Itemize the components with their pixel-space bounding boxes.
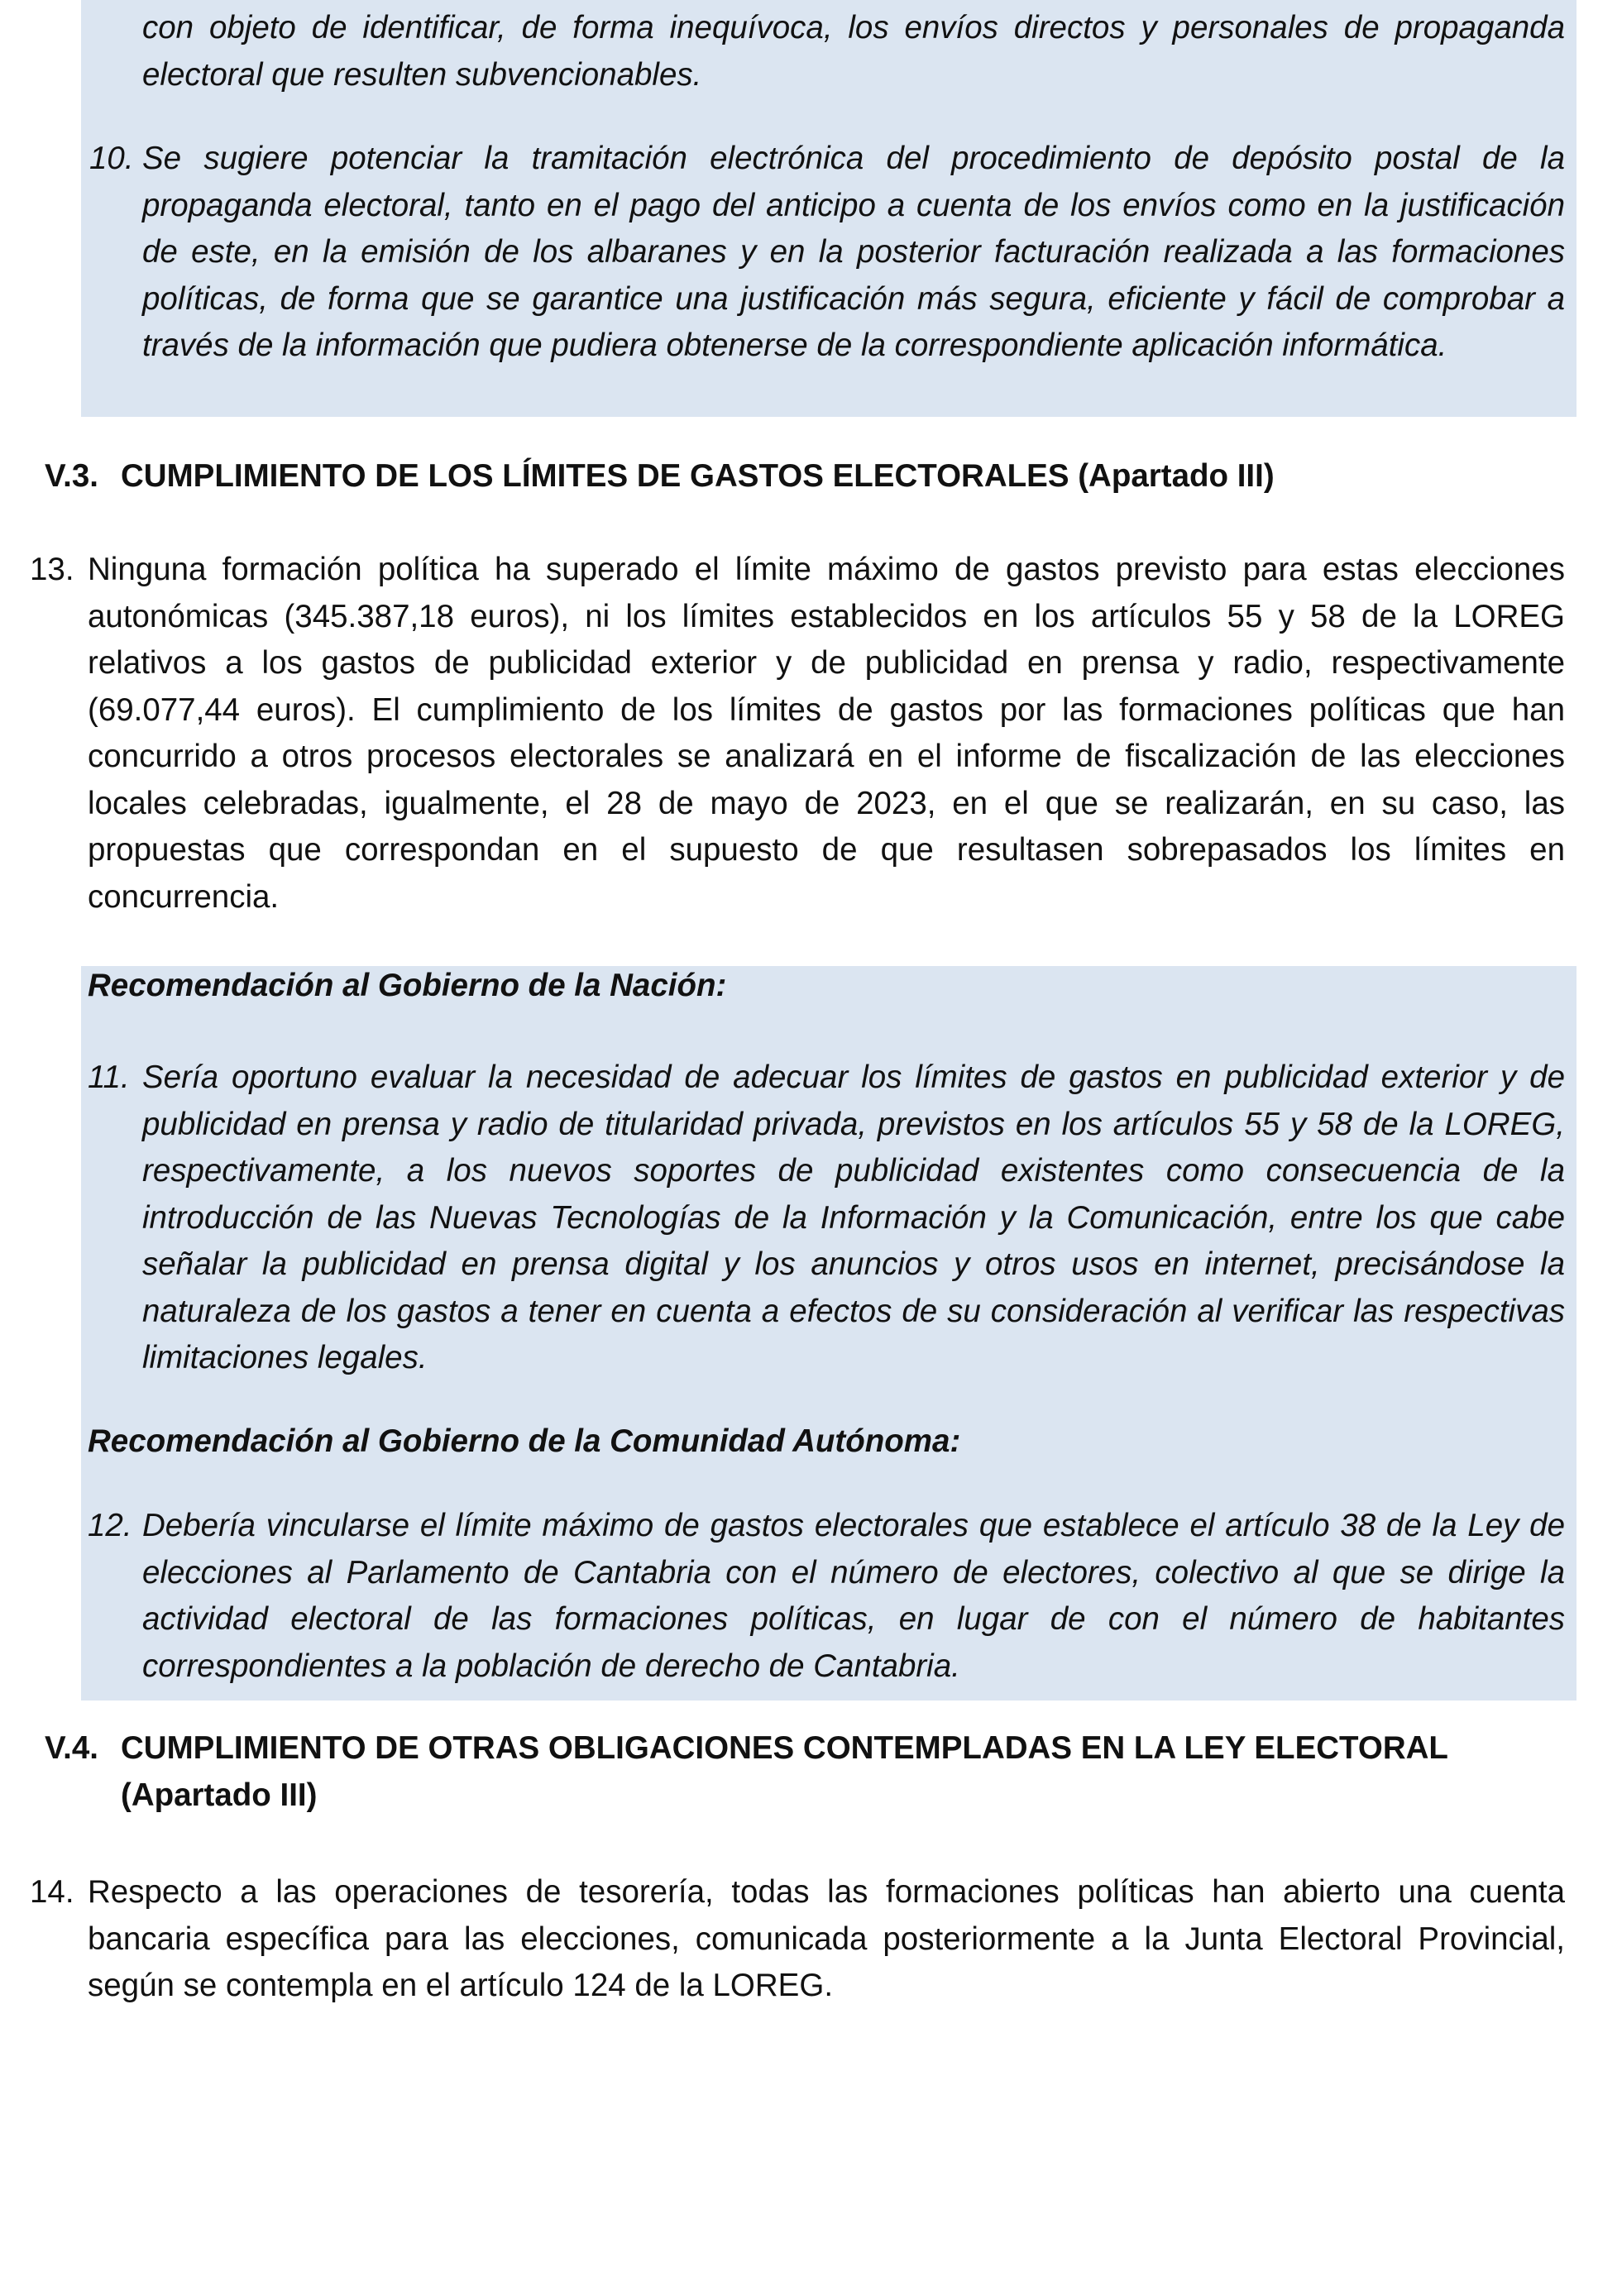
- recommendation-heading-autonomous-community: Recomendación al Gobierno de la Comunidad Autónoma:: [88, 1423, 961, 1459]
- section-v4-code: V.4.: [45, 1730, 98, 1766]
- recommendation-heading-nation: Recomendación al Gobierno de la Nación:: [88, 968, 727, 1003]
- paragraph-item-13-number: 13.: [30, 552, 74, 587]
- section-v3-code: V.3.: [45, 458, 98, 494]
- recommendation-item-12-number: 12.: [88, 1508, 132, 1543]
- recommendation-item-continued-text: con objeto de identificar, de forma inequívoca, los envíos directos y personales de propaganda electoral que resulten subvencionables.: [142, 10, 1565, 93]
- section-heading-v3: [45, 453, 1583, 503]
- paragraph-item-14-text: Respecto a las operaciones de tesorería, todas las formaciones políticas han abierto una cuenta bancaria específica para las elecciones, comunicada posteriormente a la Junta Electoral Provincial, según se contempla en el artículo 124 de la LOREG.: [88, 1874, 1565, 2003]
- recommendation-item-12: [88, 1503, 1565, 1690]
- paragraph-item-14: [30, 1869, 1565, 2010]
- recommendation-item-10-number: 10.: [89, 141, 134, 176]
- paragraph-item-13: [30, 547, 1565, 921]
- recommendation-item-11: [88, 1055, 1565, 1382]
- recommendation-item-11-number: 11.: [88, 1060, 130, 1095]
- section-v3-title: CUMPLIMIENTO DE LOS LÍMITES DE GASTOS ELECTORALES (Apartado III): [121, 458, 1275, 494]
- recommendation-item-continued: [142, 5, 1565, 98]
- paragraph-item-13-text: Ninguna formación política ha superado el límite máximo de gastos previsto para estas elecciones autonómicas (345.387,18 euros), ni los límites establecidos en los artículos 55 y 58 de la LOREG relativos a los gastos de publicidad exterior y de publicidad en prensa y radio, respectivamente (69.077,44 euros). El cumplimiento de los límites de gastos por las formaciones políticas que han concurrido a otros procesos electorales se analizará en el informe de fiscalización de las elecciones locales celebradas, igualmente, el 28 de mayo de 2023, en el que se realizarán, en su caso, las propuestas que correspondan en el supuesto de que resultasen sobrepasados los límites en concurrencia.: [88, 552, 1565, 915]
- section-v4-title: CUMPLIMIENTO DE OTRAS OBLIGACIONES CONTEMPLADAS EN LA LEY ELECTORAL (Apartado III): [121, 1730, 1448, 1813]
- recommendation-item-12-text: Debería vincularse el límite máximo de gastos electorales que establece el artículo 38 de la Ley de elecciones al Parlamento de Cantabria con el número de electores, colectivo al que se dirige la actividad electoral de las formaciones políticas, en lugar de con el número de habitantes correspondientes a la población de derecho de Cantabria.: [142, 1508, 1565, 1684]
- recommendation-item-10-text: Se sugiere potenciar la tramitación electrónica del procedimiento de depósito postal de la propaganda electoral, tanto en el pago del anticipo a cuenta de los envíos como en la justificación de este, en la emisión de los albaranes y en la posterior facturación realizada a las formaciones políticas, de forma que se garantice una justificación más segura, eficiente y fácil de comprobar a través de la información que pudiera obtenerse de la correspondiente aplicación informática.: [142, 141, 1565, 363]
- section-heading-v4: [45, 1725, 1583, 1825]
- recommendation-item-10: [89, 136, 1565, 370]
- recommendation-item-11-text: Sería oportuno evaluar la necesidad de adecuar los límites de gastos en publicidad exterior y de publicidad en prensa y radio de titularidad privada, previstos en los artículos 55 y 58 de la LOREG, respectivamente, a los nuevos soportes de publicidad existentes como consecuencia de la introducción de las Nuevas Tecnologías de la Información y la Comunicación, entre los que cabe señalar la publicidad en prensa digital y los anuncios y otros usos en internet, precisándose la naturaleza de los gastos a tener en cuenta a efectos de su consideración al verificar las respectivas limitaciones legales.: [142, 1060, 1565, 1375]
- paragraph-item-14-number: 14.: [30, 1874, 74, 1910]
